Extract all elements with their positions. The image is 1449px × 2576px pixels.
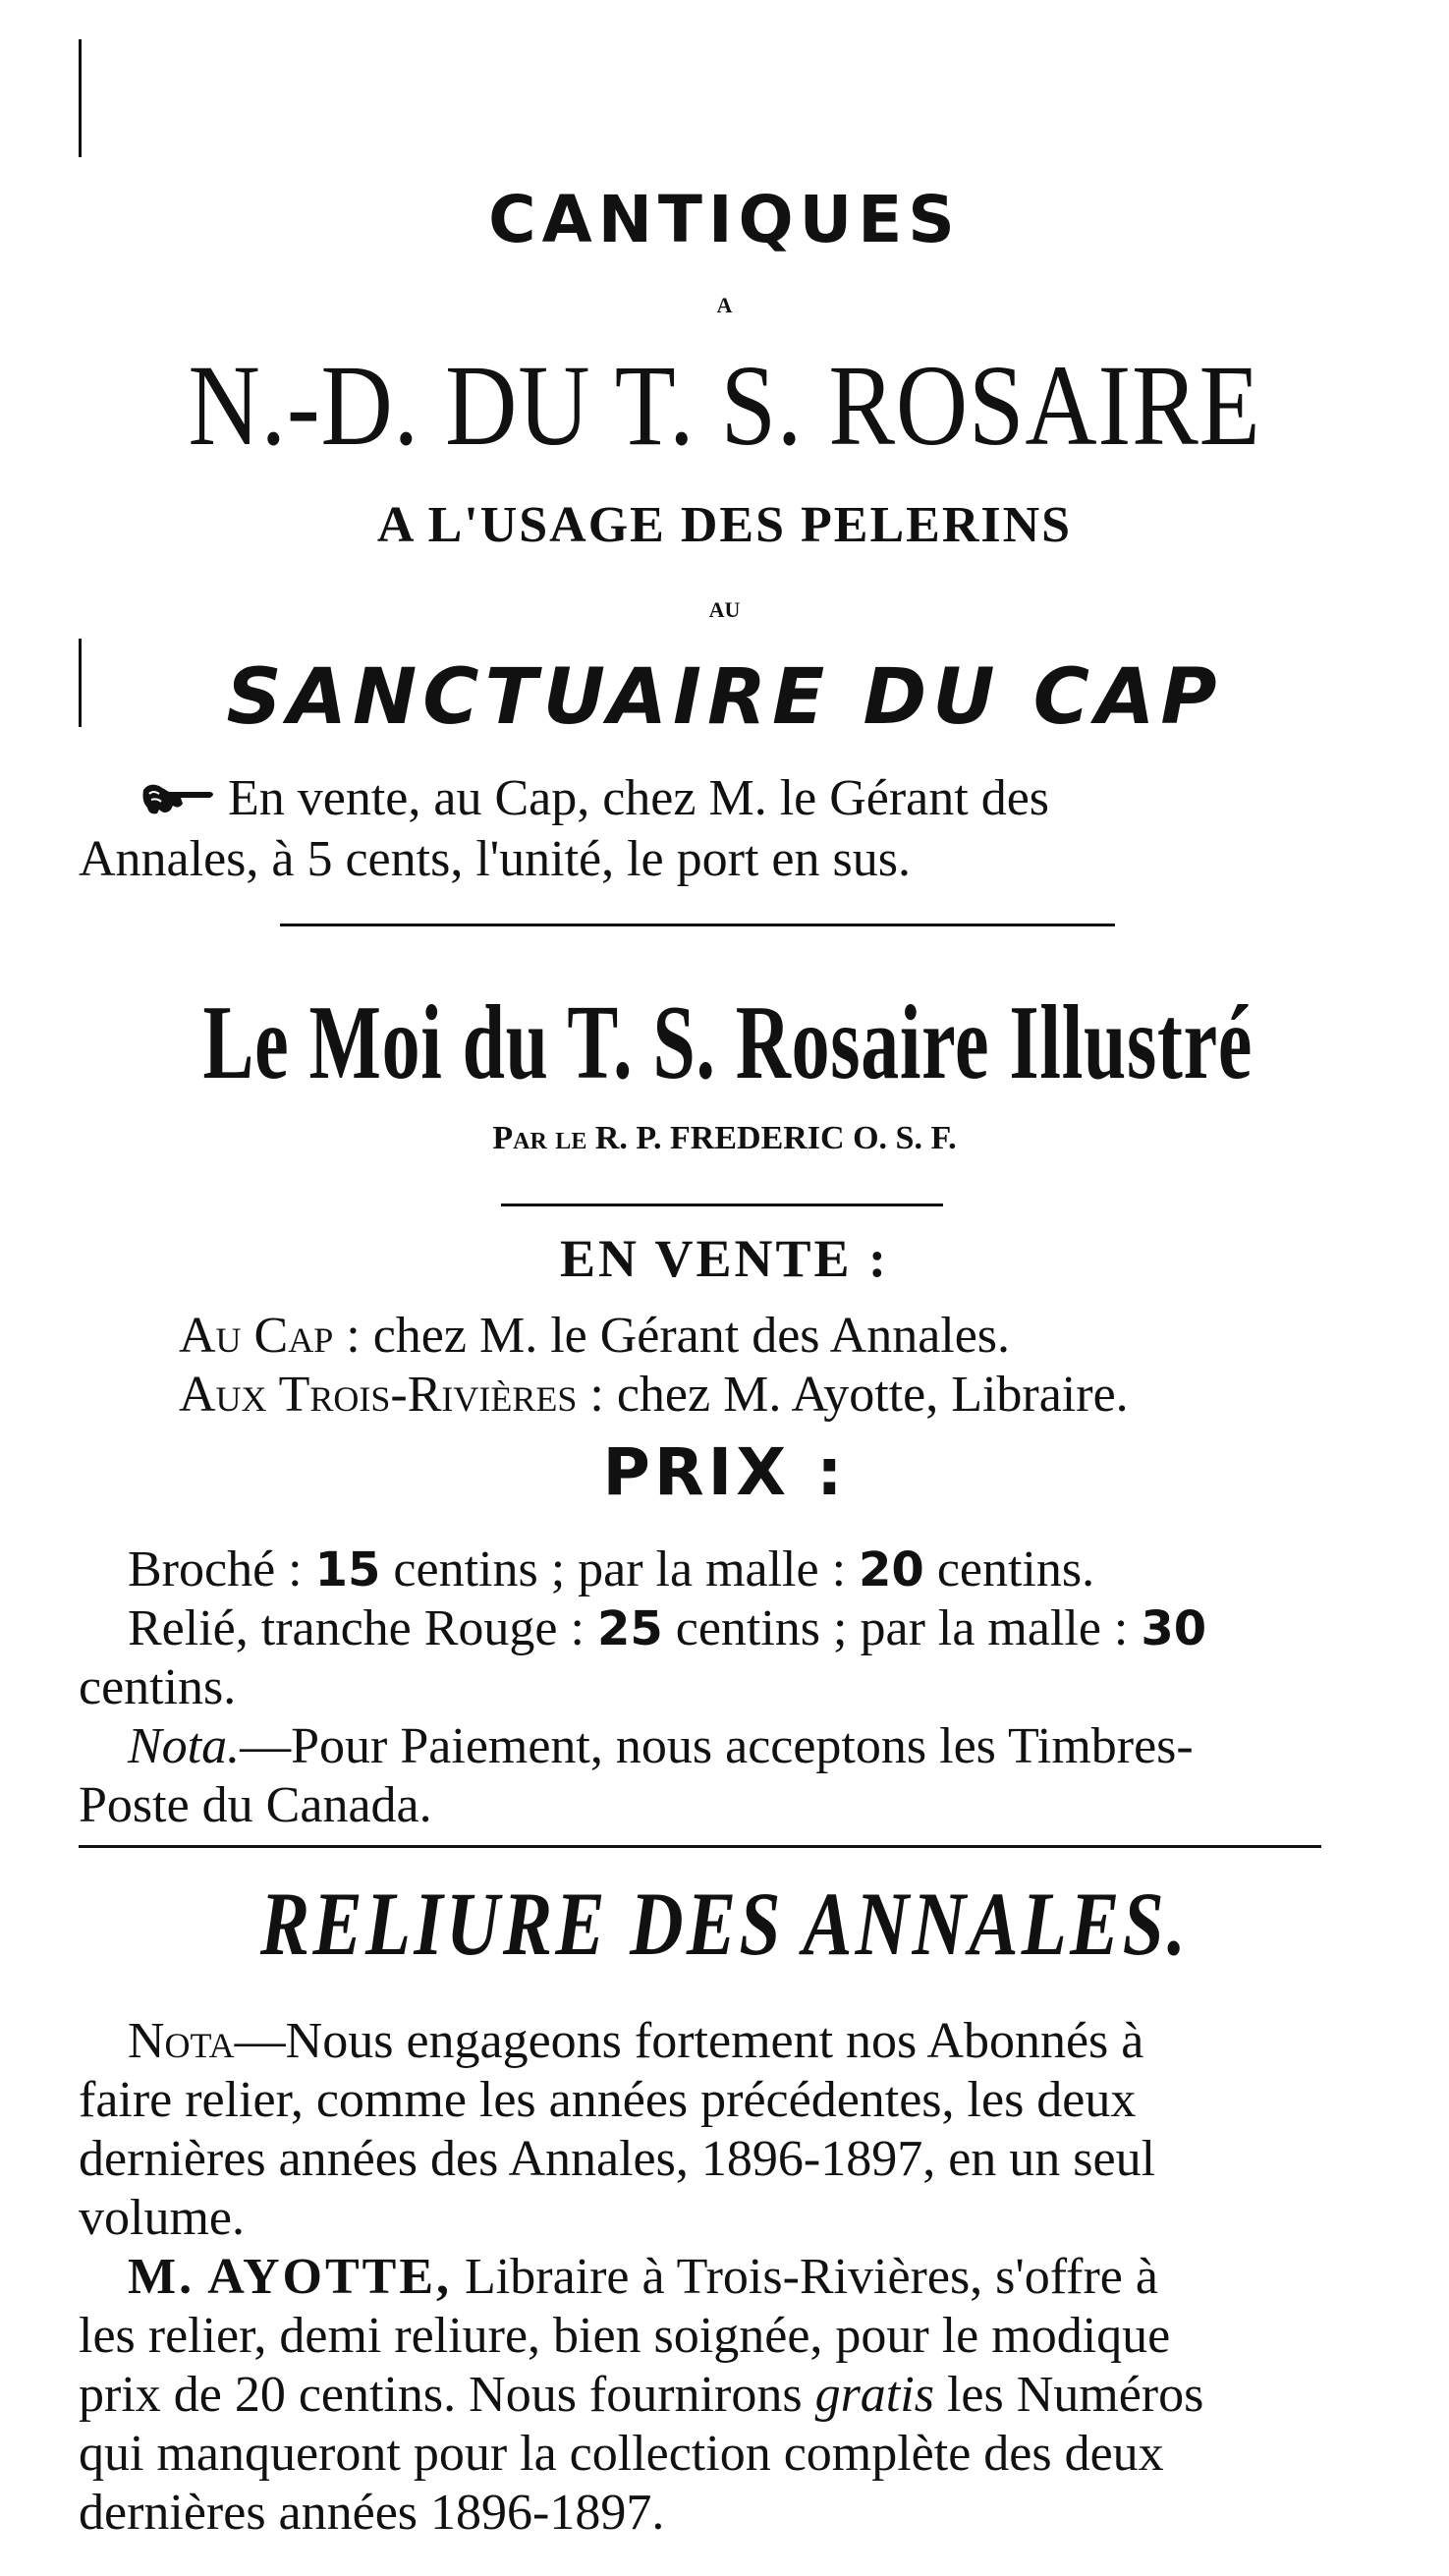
cantiques-heading: CANTIQUES bbox=[488, 182, 961, 257]
relie-mail-label: centins ; par la malle : bbox=[662, 1600, 1142, 1656]
reliure-p2-line2: les relier, demi reliure, bien soignée, pour le modique bbox=[79, 2308, 1171, 2364]
divider bbox=[79, 1845, 1321, 1848]
broche-line bbox=[128, 1542, 1094, 1597]
nota-text: —Pour Paiement, nous acceptons les Timbres- bbox=[240, 1718, 1194, 1774]
rosaire-title: N.-D. DU T. S. ROSAIRE bbox=[188, 341, 1261, 470]
nota-line-2: Poste du Canada. bbox=[79, 1777, 432, 1833]
reliure-p2-text-b: les Numéros bbox=[933, 2367, 1204, 2423]
reliure-p2-text-a: prix de 20 centins. Nous fournirons bbox=[79, 2367, 815, 2423]
reliure-title: RELIURE DES ANNALES. bbox=[259, 1874, 1190, 1974]
reliure-p1-text: —Nous engageons fortement nos Abonnés à bbox=[234, 2013, 1144, 2069]
reliure-p2-line4: qui manqueront pour la collection complète des deux bbox=[79, 2426, 1164, 2482]
left-border-mark bbox=[79, 39, 82, 157]
trois-rivieres-line bbox=[179, 1368, 1129, 1423]
trois-rivieres-label: Aux Trois-Rivières bbox=[179, 1367, 578, 1423]
reliure-p1-line1 bbox=[128, 2014, 1143, 2069]
usage-subtitle: A L'USAGE DES PELERINS bbox=[376, 497, 1073, 553]
nota-line bbox=[128, 1719, 1194, 1774]
reliure-p2-line3 bbox=[79, 2368, 1203, 2423]
nota-label: Nota. bbox=[128, 1718, 241, 1774]
pointing-hand-icon bbox=[139, 776, 218, 821]
reliure-p2-line1 bbox=[128, 2250, 1158, 2305]
gratis-text: gratis bbox=[814, 2367, 934, 2423]
relie-price: 25 bbox=[596, 1601, 663, 1656]
broche-price: 15 bbox=[314, 1542, 381, 1597]
reliure-p1-line3: dernières années des Annales, 1896-1897, en un seul bbox=[79, 2131, 1156, 2187]
a-small-text: A bbox=[716, 293, 733, 317]
sale-line-1: En vente, au Cap, chez M. le Gérant des bbox=[228, 770, 1050, 826]
sale-line-2: Annales, à 5 cents, l'unité, le port en sus. bbox=[79, 831, 911, 887]
relie-line-cont: centins. bbox=[79, 1659, 237, 1715]
reliure-nota-label: Nota bbox=[128, 2013, 235, 2069]
sanctuaire-heading: SANCTUAIRE DU CAP bbox=[226, 653, 1223, 742]
au-cap-label: Au Cap bbox=[179, 1308, 334, 1364]
divider bbox=[280, 924, 1115, 926]
reliure-p2-line5: dernières années 1896-1897. bbox=[79, 2485, 665, 2541]
reliure-p2-text: Libraire à Trois-Rivières, s'offre à bbox=[452, 2249, 1158, 2305]
book-title: Le Moi du T. S. Rosaire Illustré bbox=[202, 984, 1254, 1101]
broche-mail-label: centins ; par la malle : bbox=[380, 1541, 860, 1597]
broche-mail-price: 20 bbox=[859, 1542, 924, 1597]
broche-unit: centins. bbox=[923, 1541, 1095, 1597]
prix-heading: PRIX : bbox=[602, 1434, 847, 1510]
book-author: Par le R. P. FREDERIC O. S. F. bbox=[492, 1120, 957, 1156]
au-small-text: AU bbox=[708, 597, 741, 622]
divider bbox=[501, 1204, 943, 1206]
relie-line bbox=[128, 1601, 1206, 1656]
trois-rivieres-text: : chez M. Ayotte, Libraire. bbox=[577, 1367, 1129, 1423]
ayotte-name: M. AYOTTE, bbox=[128, 2249, 453, 2305]
broche-label: Broché : bbox=[128, 1541, 315, 1597]
au-cap-text: : chez M. le Gérant des Annales. bbox=[333, 1308, 1011, 1364]
relie-label: Relié, tranche Rouge : bbox=[128, 1600, 597, 1656]
en-vente-heading: EN VENTE : bbox=[559, 1229, 890, 1288]
reliure-p1-line4: volume. bbox=[79, 2190, 245, 2246]
reliure-p1-line2: faire relier, comme les années précédentes, les deux bbox=[79, 2072, 1137, 2128]
au-cap-line bbox=[179, 1309, 1010, 1364]
relie-mail-price: 30 bbox=[1141, 1601, 1207, 1656]
